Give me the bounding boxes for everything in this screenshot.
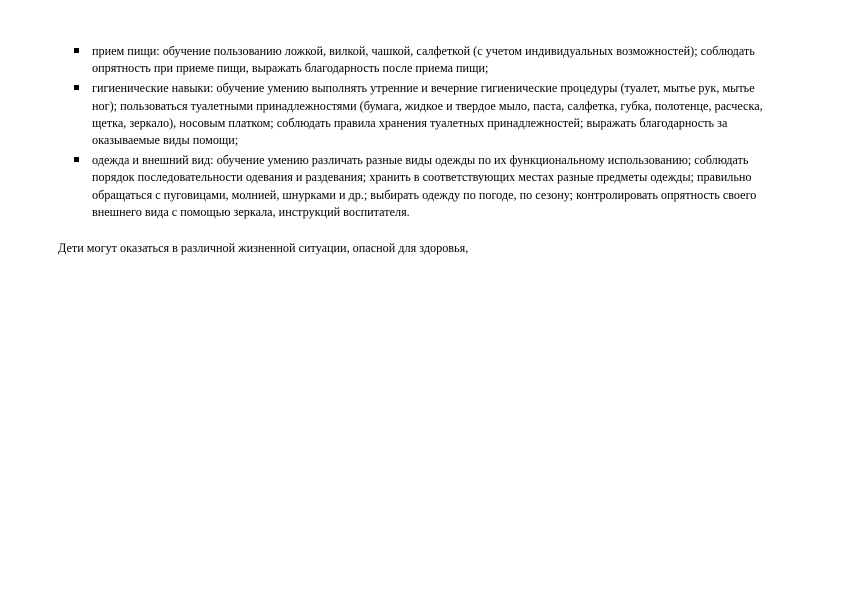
bullet-text: гигиенические навыки: обучение умению выполнять утренние и вечерние гигиенические процедуры (туалет, мытье рук, мытье ног); пользоваться туалетными принадлежностями (бумага, жидкое и твердое мыло, паста, салфетка, губка, полотенце, расческа, щетка, зеркало), носовым платком; соблюдать правила хранения туалетных принадлежностей; выражать благодарность за оказываемые виды помощи; — [92, 81, 763, 148]
bullet-text: одежда и внешний вид: обучение умению различать разные виды одежды по их функциональному использованию; соблюдать порядок последовательности одевания и раздевания; хранить в соответствующих местах разные предметы одежды; правильно обращаться с пуговицами, молнией, шнурками и др.; выбирать одежду по погоде, по сезону; контролировать опрятность своего внешнего вида с помощью зеркала, инструкций воспитателя. — [92, 153, 757, 219]
bullet-item-hygiene — [72, 80, 782, 149]
square-bullet-icon — [74, 157, 79, 162]
bullet-item-clothing — [72, 152, 782, 221]
skills-bullet-list — [72, 43, 782, 224]
bullet-item-eating — [72, 43, 782, 77]
square-bullet-icon — [74, 85, 79, 90]
bullet-text: прием пищи: обучение пользованию ложкой, вилкой, чашкой, салфеткой (с учетом индивидуальных возможностей); соблюдать опрятность при приеме пищи, выражать благодарность после приема пищи; — [92, 44, 755, 76]
square-bullet-icon — [74, 48, 79, 53]
body-paragraph: Дети могут оказаться в различной жизненной ситуации, опасной для здоровья, — [58, 241, 469, 255]
